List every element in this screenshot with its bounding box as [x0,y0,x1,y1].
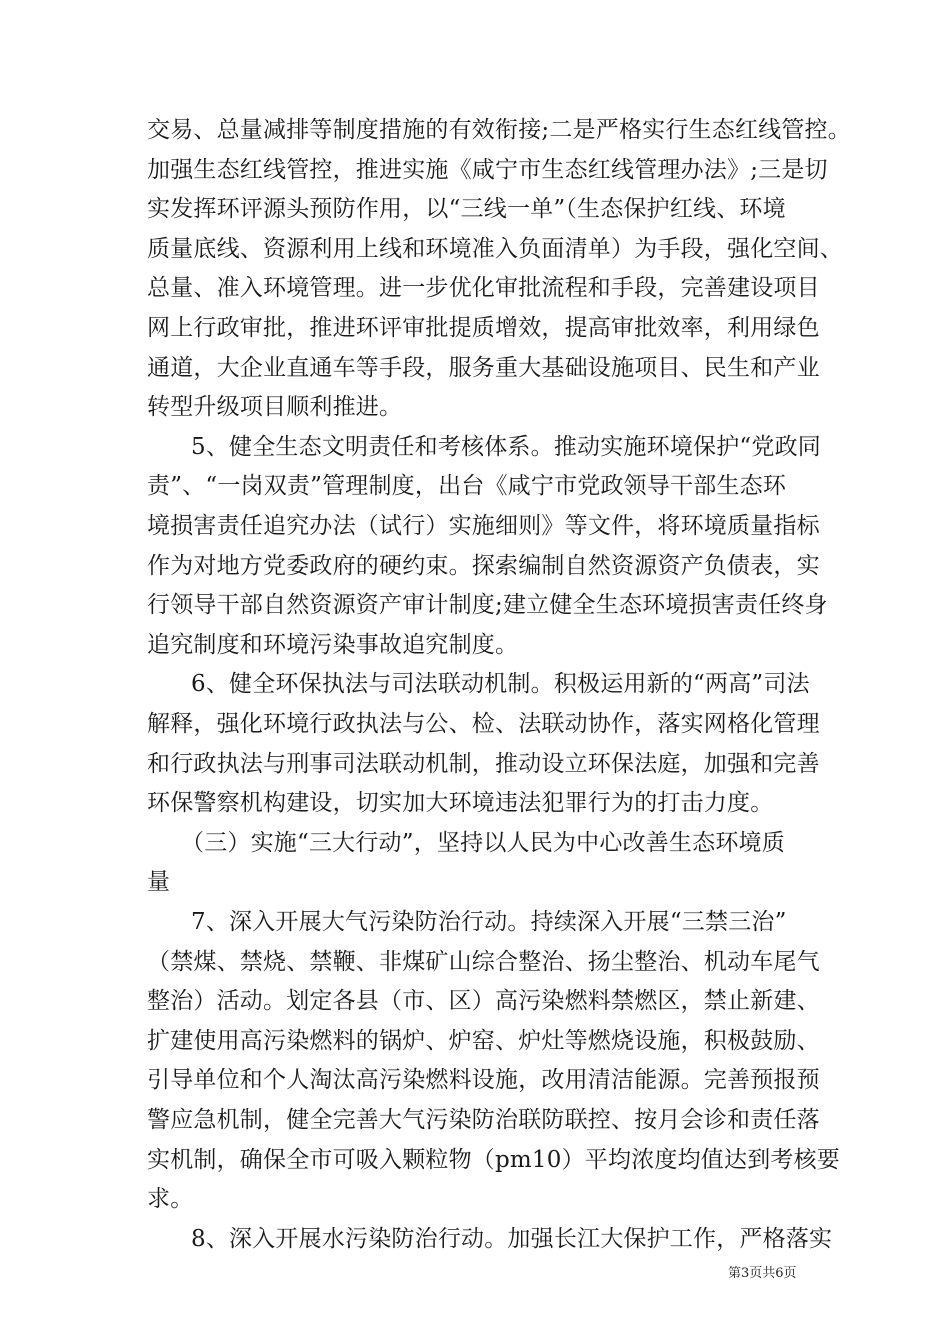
paragraph-line: 引导单位和个人淘汰高污染燃料设施，改用清洁能源。完善预报预 [147,1067,820,1093]
paragraph-line: 加强生态红线管控，推进实施《咸宁市生态红线管理办法》;三是切 [147,157,828,183]
paragraph-line: 行领导干部自然资源资产审计制度;建立健全生态环境损害责任终身 [147,592,828,618]
paragraph-line: 通道，大企业直通车等手段，服务重大基础设施项目、民生和产业 [147,355,820,381]
paragraph-line: 追究制度和环境污染事故追究制度。 [147,632,519,658]
paragraph-line: 求。 [147,1186,194,1212]
paragraph-line: 网上行政审批，推进环评审批提质增效，提高审批效率，利用绿色 [147,315,820,341]
paragraph-line: 境损害责任追究办法（试行）实施细则》等文件，将环境质量指标 [147,513,820,539]
paragraph-line: （禁煤、禁烧、禁鞭、非煤矿山综合整治、扬尘整治、机动车尾气 [147,949,820,975]
paragraph-line: 实机制，确保全市可吸入颗粒物（pm10）平均浓度均值达到考核要 [147,1147,840,1173]
paragraph-line: 作为对地方党委政府的硬约束。探索编制自然资源资产负债表，实 [147,553,820,579]
paragraph-line: 扩建使用高污染燃料的锅炉、炉窑、炉灶等燃烧设施，积极鼓励、 [147,1028,820,1054]
section-heading-line: 量 [147,869,171,895]
paragraph-line: 7、深入开展大气污染防治行动。持续深入开展“三禁三治” [191,909,787,935]
paragraph-line: 8、深入开展水污染防治行动。加强长江大保护工作，严格落实 [191,1226,833,1252]
paragraph-line: 警应急机制，健全完善大气污染防治联防联控、按月会诊和责任落 [147,1107,820,1133]
section-heading-line: （三）实施“三大行动”，坚持以人民为中心改善生态环境质 [181,830,785,856]
paragraph-line: 转型升级项目顺利推进。 [147,394,403,420]
paragraph-line: 5、健全生态文明责任和考核体系。推动实施环境保护“党政同 [191,434,821,460]
paragraph-line: 解释，强化环境行政执法与公、检、法联动协作，落实网格化管理 [147,711,820,737]
paragraph-line: 和行政执法与刑事司法联动机制，推动设立环保法庭，加强和完善 [147,751,820,777]
paragraph-line: 6、健全环保执法与司法联动机制。积极运用新的“两高”司法 [191,671,810,697]
paragraph-line: 交易、总量减排等制度措施的有效衔接;二是严格实行生态红线管控。 [147,117,851,143]
page-number-footer: 第3页共6页 [728,1266,797,1281]
paragraph-line: 质量底线、资源利用上线和环境准入负面清单）为手段，强化空间、 [147,236,843,262]
paragraph-line: 责”、“一岗双责”管理制度，出台《咸宁市党政领导干部生态环 [147,473,787,499]
paragraph-line: 总量、准入环境管理。进一步优化审批流程和手段，完善建设项目 [147,275,820,301]
paragraph-line: 整治）活动。划定各县（市、区）高污染燃料禁燃区，禁止新建、 [147,988,820,1014]
paragraph-line: 环保警察机构建设，切实加大环境违法犯罪行为的打击力度。 [147,790,774,816]
paragraph-line: 实发挥环评源头预防作用，以“三线一单”（生态保护红线、环境 [147,196,786,222]
